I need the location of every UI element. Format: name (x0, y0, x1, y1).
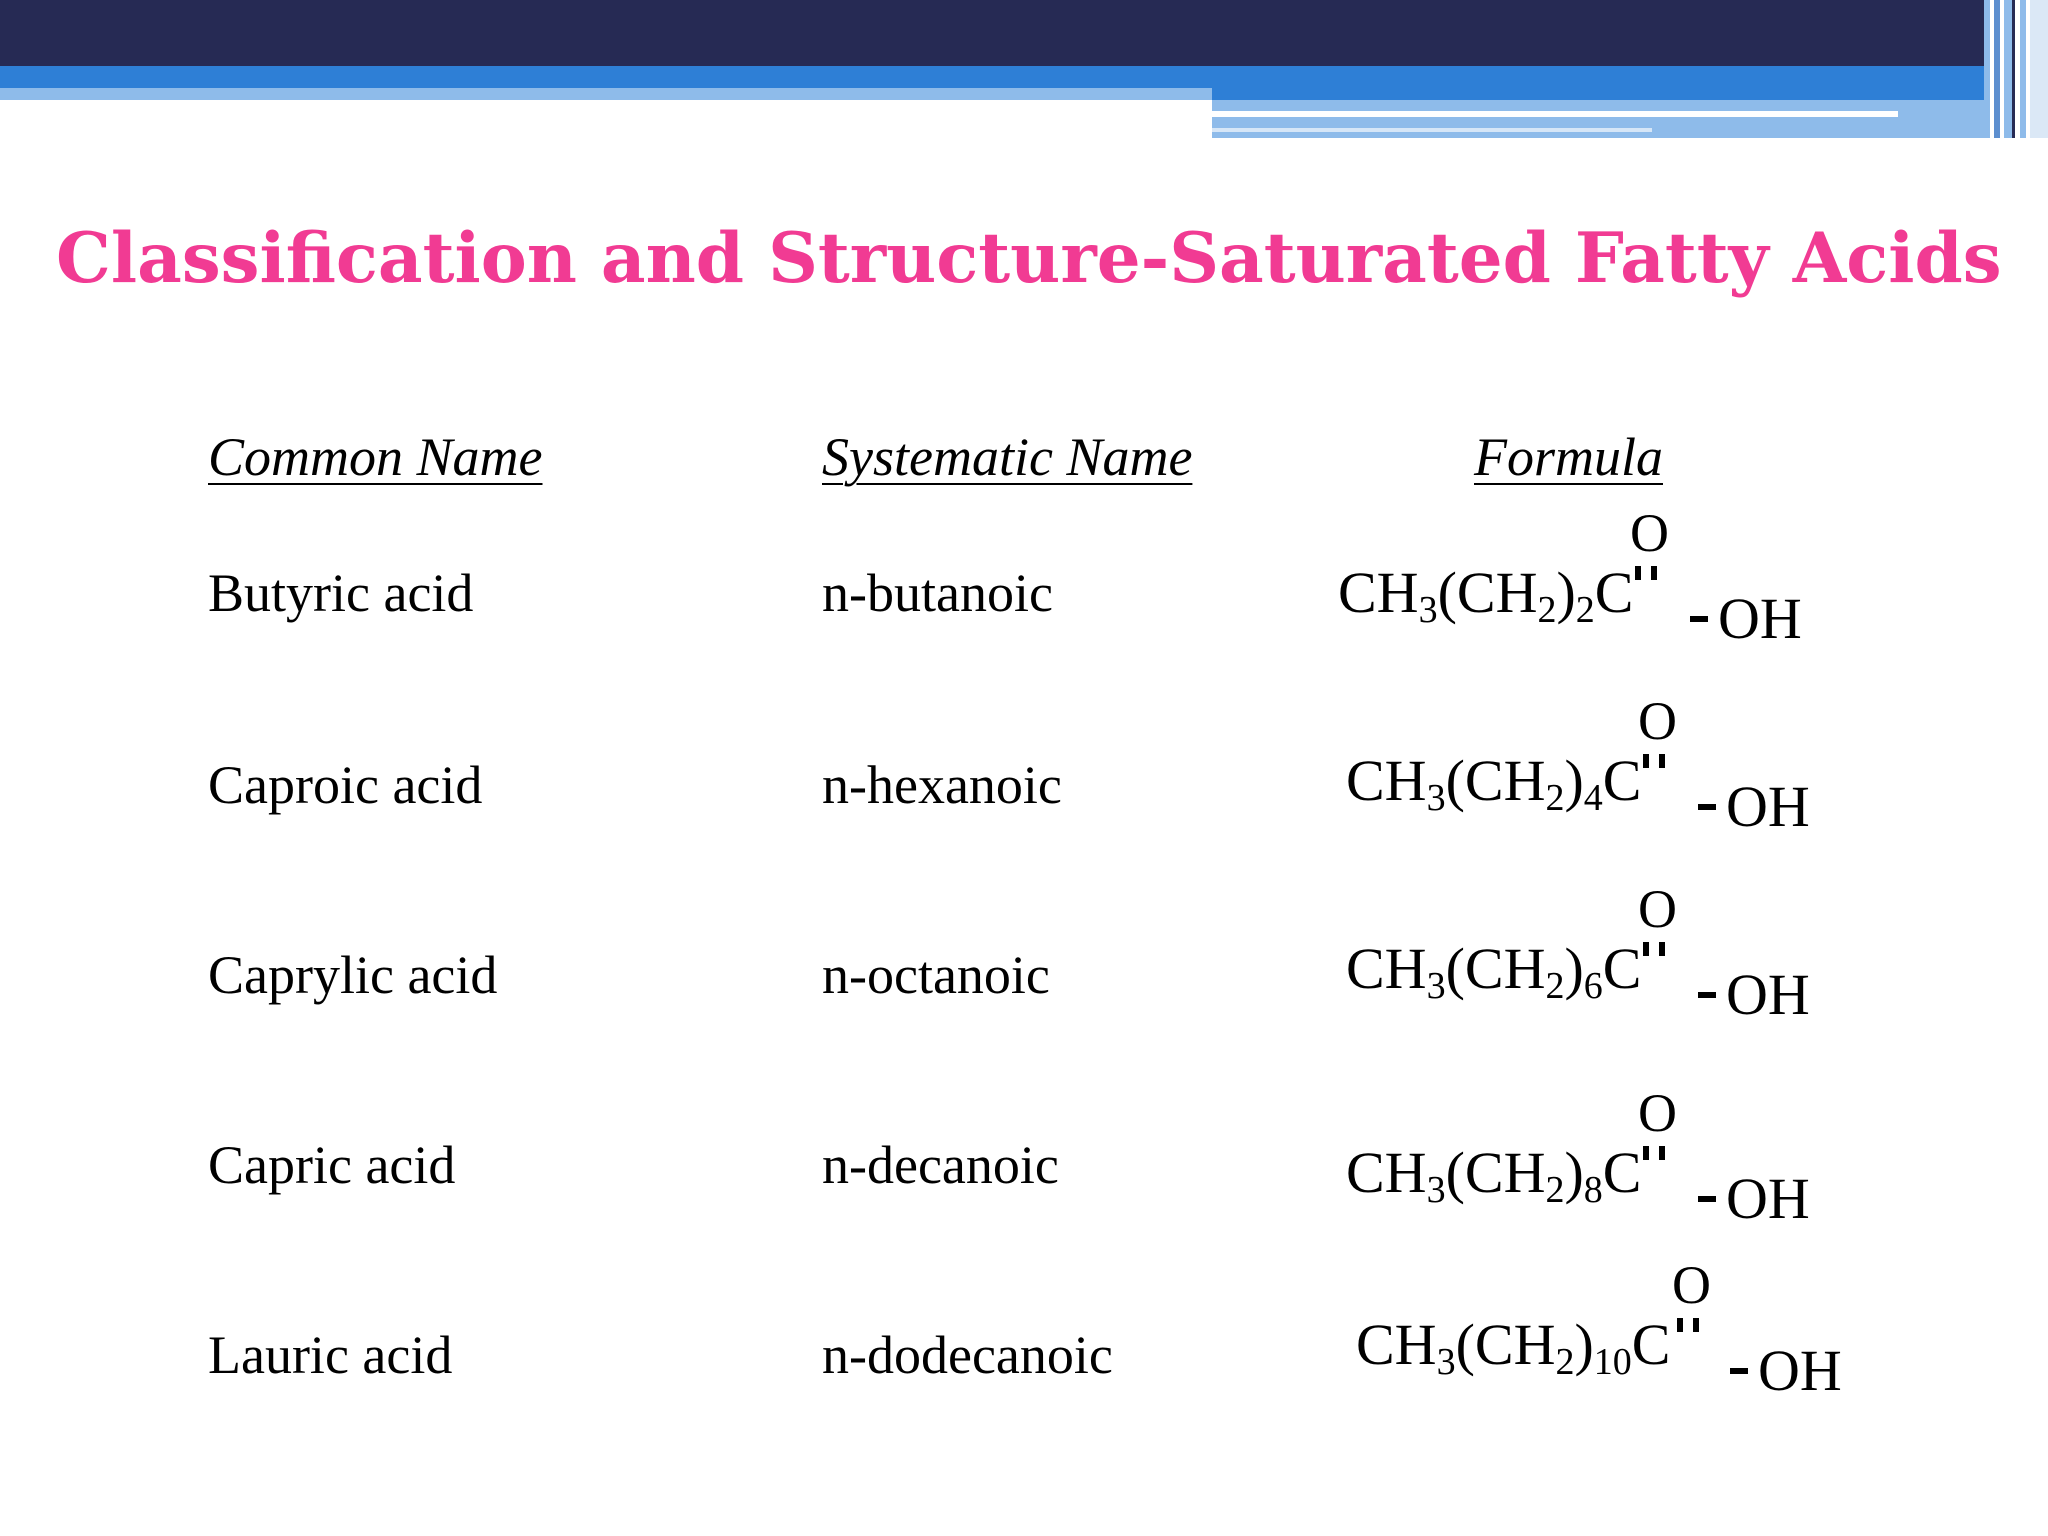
hydroxyl-group: OH (1726, 1166, 1810, 1231)
carbonyl-oxygen: O (1630, 503, 1669, 563)
double-bond-mark (1643, 754, 1667, 768)
systematic-name-cell: n-decanoic (822, 1135, 1059, 1195)
hydroxyl-group: OH (1718, 586, 1802, 651)
header-formula: Formula (1474, 427, 1663, 487)
single-bond-mark (1698, 992, 1716, 998)
carbonyl-oxygen: O (1672, 1255, 1711, 1315)
systematic-name-cell: n-dodecanoic (822, 1325, 1113, 1385)
hydroxyl-group: OH (1726, 774, 1810, 839)
header-bar-right-line (1212, 111, 1898, 117)
formula-chain: $CH_3(CH_2)_{10}C$ (1356, 1312, 1671, 1383)
single-bond-mark (1730, 1368, 1748, 1374)
single-bond-mark (1690, 616, 1708, 622)
formula-cell (1346, 1068, 1906, 1231)
carbonyl-oxygen: O (1638, 879, 1677, 939)
header-vertical-stripes (1984, 0, 2048, 138)
slide-title: Classification and Structure-Saturated Fatty Acids (56, 218, 2002, 299)
header-bar-blue-light (0, 88, 1212, 100)
single-bond-mark (1698, 1196, 1716, 1202)
double-bond-mark (1643, 942, 1667, 956)
formula-cell (1346, 864, 1906, 1027)
common-name-cell: Caprylic acid (208, 945, 498, 1005)
hydroxyl-group: OH (1726, 962, 1810, 1027)
formula-chain: $CH_3(CH_2)_6C$ (1346, 936, 1642, 1007)
header-bar-white (0, 100, 1212, 136)
systematic-name-cell: n-octanoic (822, 945, 1050, 1005)
carbonyl-carbon: C (1594, 560, 1634, 625)
header-bar-right-line (1212, 128, 1652, 132)
carbonyl-carbon: C (1631, 1312, 1671, 1377)
double-bond-mark (1677, 1318, 1701, 1332)
formula-cell (1356, 1240, 1916, 1403)
carbonyl-oxygen: O (1638, 691, 1677, 751)
formula-chain: $CH_3(CH_2)_4C$ (1346, 748, 1642, 819)
formula-cell (1346, 676, 1906, 839)
common-name-cell: Lauric acid (208, 1325, 453, 1385)
carbonyl-carbon: C (1602, 936, 1642, 1001)
formula-chain: $CH_3(CH_2)_2C$ (1338, 560, 1634, 631)
common-name-cell: Capric acid (208, 1135, 456, 1195)
systematic-name-cell: n-butanoic (822, 563, 1053, 623)
formula-cell (1338, 488, 1898, 651)
carbonyl-carbon: C (1602, 1140, 1642, 1205)
double-bond-mark (1643, 1146, 1667, 1160)
double-bond-mark (1635, 566, 1659, 580)
systematic-name-cell: n-hexanoic (822, 755, 1062, 815)
carbonyl-carbon: C (1602, 748, 1642, 813)
formula-chain: $CH_3(CH_2)_8C$ (1346, 1140, 1642, 1211)
carbonyl-oxygen: O (1638, 1083, 1677, 1143)
header-common-name: Common Name (208, 427, 543, 487)
header-systematic-name: Systematic Name (822, 427, 1193, 487)
hydroxyl-group: OH (1758, 1338, 1842, 1403)
single-bond-mark (1698, 804, 1716, 810)
common-name-cell: Butyric acid (208, 563, 474, 623)
common-name-cell: Caproic acid (208, 755, 483, 815)
header-bar-navy (0, 0, 2048, 66)
header-bar-right-light (1212, 100, 2048, 138)
